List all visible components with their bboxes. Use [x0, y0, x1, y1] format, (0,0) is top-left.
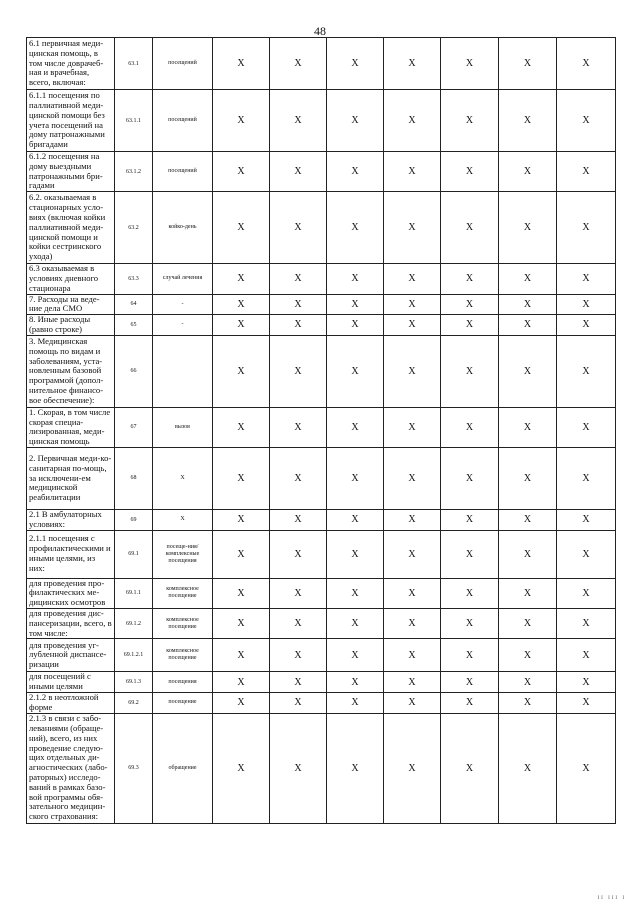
row-value-cell: X	[557, 335, 616, 407]
table-row	[27, 530, 616, 578]
row-value-cell: X	[327, 315, 384, 336]
row-name-cell: 8. Иные расходы (равно строке)	[27, 315, 115, 336]
row-value-cell: X	[557, 672, 616, 693]
row-value-cell: X	[499, 578, 557, 608]
table-row	[27, 407, 616, 447]
row-value-cell: X	[270, 90, 327, 152]
footer-mark: II III I	[597, 896, 626, 901]
row-value-cell: X	[270, 447, 327, 509]
row-value-cell: X	[270, 407, 327, 447]
row-value-cell: X	[499, 294, 557, 315]
row-value-cell: X	[270, 692, 327, 713]
row-value-cell: X	[270, 294, 327, 315]
row-name-cell: 2. Первичная меди-ко-санитарная по-мощь, за исключени-ем медицинской реабилитации	[27, 447, 115, 509]
row-value-cell: X	[270, 38, 327, 90]
row-code-cell: 67	[115, 407, 153, 447]
row-value-cell: X	[384, 192, 441, 264]
row-value-cell: X	[557, 608, 616, 638]
row-value-cell: X	[327, 608, 384, 638]
row-value-cell: X	[327, 192, 384, 264]
row-value-cell: X	[441, 192, 499, 264]
row-value-cell: X	[384, 335, 441, 407]
table-row	[27, 90, 616, 152]
row-code-cell: 63.2	[115, 192, 153, 264]
table-row	[27, 509, 616, 530]
row-value-cell: X	[557, 530, 616, 578]
row-code-cell: 66	[115, 335, 153, 407]
row-value-cell: X	[213, 578, 270, 608]
row-name-cell: для посещений с иными целями	[27, 672, 115, 693]
row-value-cell: X	[270, 639, 327, 672]
row-value-cell: X	[213, 608, 270, 638]
row-value-cell: X	[441, 639, 499, 672]
table-row	[27, 335, 616, 407]
row-value-cell: X	[327, 294, 384, 315]
row-value-cell: X	[557, 447, 616, 509]
row-code-cell: 69.1	[115, 530, 153, 578]
row-value-cell: X	[213, 672, 270, 693]
row-value-cell: X	[384, 264, 441, 294]
row-value-cell: X	[213, 692, 270, 713]
row-unit-cell: -	[153, 315, 213, 336]
row-value-cell: X	[499, 90, 557, 152]
row-value-cell: X	[557, 264, 616, 294]
row-code-cell: 63.3	[115, 264, 153, 294]
row-value-cell: X	[499, 530, 557, 578]
row-value-cell: X	[270, 672, 327, 693]
row-unit-cell: посещение	[153, 692, 213, 713]
table-row	[27, 608, 616, 638]
row-value-cell: X	[384, 38, 441, 90]
row-value-cell: X	[327, 407, 384, 447]
table-row	[27, 38, 616, 90]
row-name-cell: для проведения дис-пансеризации, всего, в том числе:	[27, 608, 115, 638]
row-value-cell: X	[557, 192, 616, 264]
table-row	[27, 639, 616, 672]
row-name-cell: 1. Скорая, в том числе скорая специа-лизированная, меди-цинская помощь	[27, 407, 115, 447]
row-value-cell: X	[557, 692, 616, 713]
row-unit-cell: комплексное посещение	[153, 578, 213, 608]
row-value-cell: X	[327, 692, 384, 713]
row-code-cell: 69.1.3	[115, 672, 153, 693]
row-code-cell: 69.3	[115, 713, 153, 823]
row-value-cell: X	[213, 447, 270, 509]
row-code-cell: 65	[115, 315, 153, 336]
row-value-cell: X	[441, 608, 499, 638]
row-value-cell: X	[384, 315, 441, 336]
row-value-cell: X	[213, 38, 270, 90]
row-value-cell: X	[213, 264, 270, 294]
row-value-cell: X	[270, 335, 327, 407]
row-code-cell: 69.1.1	[115, 578, 153, 608]
row-name-cell: 6.1.2 посещения на дому выездными патронажными бри-гадами	[27, 152, 115, 192]
row-value-cell: X	[499, 713, 557, 823]
table-row	[27, 672, 616, 693]
row-unit-cell: посещения	[153, 672, 213, 693]
row-value-cell: X	[441, 509, 499, 530]
table-row	[27, 192, 616, 264]
table-row	[27, 294, 616, 315]
row-value-cell: X	[441, 407, 499, 447]
row-unit-cell: посещений	[153, 90, 213, 152]
row-unit-cell: посещений	[153, 152, 213, 192]
row-name-cell: 2.1.2 в неотложной форме	[27, 692, 115, 713]
row-value-cell: X	[384, 90, 441, 152]
row-value-cell: X	[327, 639, 384, 672]
row-name-cell: 2.1.3 в связи с забо-леваниями (обраще-ний), всего, из них проведение следую-щих отдельных ди-агностических (лабо-раторных) исследо-ваний в рамках базо-вой программы обя-зательного медицин-ского страхования:	[27, 713, 115, 823]
row-value-cell: X	[213, 713, 270, 823]
row-value-cell: X	[499, 38, 557, 90]
row-code-cell: 63.1.1	[115, 90, 153, 152]
row-value-cell: X	[327, 578, 384, 608]
row-value-cell: X	[384, 509, 441, 530]
row-value-cell: X	[499, 692, 557, 713]
row-value-cell: X	[441, 692, 499, 713]
row-value-cell: X	[499, 672, 557, 693]
row-value-cell: X	[557, 509, 616, 530]
row-value-cell: X	[270, 152, 327, 192]
row-value-cell: X	[213, 294, 270, 315]
row-value-cell: X	[499, 335, 557, 407]
row-code-cell: 69.2	[115, 692, 153, 713]
row-unit-cell: случай лечения	[153, 264, 213, 294]
row-value-cell: X	[384, 608, 441, 638]
row-value-cell: X	[441, 447, 499, 509]
row-value-cell: X	[499, 407, 557, 447]
row-value-cell: X	[384, 530, 441, 578]
row-value-cell: X	[327, 38, 384, 90]
row-unit-cell: вызов	[153, 407, 213, 447]
row-unit-cell: комплексное посещение	[153, 639, 213, 672]
row-value-cell: X	[557, 578, 616, 608]
row-value-cell: X	[441, 335, 499, 407]
row-code-cell: 63.1.2	[115, 152, 153, 192]
row-value-cell: X	[441, 152, 499, 192]
row-value-cell: X	[327, 152, 384, 192]
row-value-cell: X	[384, 713, 441, 823]
row-value-cell: X	[557, 294, 616, 315]
row-value-cell: X	[384, 672, 441, 693]
row-value-cell: X	[270, 608, 327, 638]
row-unit-cell: X	[153, 447, 213, 509]
row-value-cell: X	[499, 509, 557, 530]
row-value-cell: X	[213, 90, 270, 152]
table-row	[27, 692, 616, 713]
row-code-cell: 63.1	[115, 38, 153, 90]
row-value-cell: X	[384, 639, 441, 672]
table-row	[27, 578, 616, 608]
table-body	[27, 38, 616, 824]
row-name-cell: 6.1.1 посещения по паллиативной меди-цинской помощи без учета посещений на дому патронажными бригадами	[27, 90, 115, 152]
row-value-cell: X	[557, 315, 616, 336]
row-name-cell: 2.1.1 посещения с профилактическими и иными целями, из них:	[27, 530, 115, 578]
row-value-cell: X	[327, 264, 384, 294]
row-value-cell: X	[441, 90, 499, 152]
row-value-cell: X	[270, 315, 327, 336]
row-name-cell: 7. Расходы на веде-ние дела СМО	[27, 294, 115, 315]
table-row	[27, 264, 616, 294]
row-value-cell: X	[270, 509, 327, 530]
row-value-cell: X	[327, 335, 384, 407]
row-code-cell: 69.1.2	[115, 608, 153, 638]
row-value-cell: X	[499, 639, 557, 672]
row-value-cell: X	[384, 152, 441, 192]
row-value-cell: X	[441, 264, 499, 294]
row-value-cell: X	[499, 264, 557, 294]
row-value-cell: X	[499, 192, 557, 264]
row-value-cell: X	[384, 692, 441, 713]
row-value-cell: X	[499, 315, 557, 336]
row-unit-cell: койко-день	[153, 192, 213, 264]
row-value-cell: X	[270, 264, 327, 294]
row-code-cell: 69	[115, 509, 153, 530]
row-value-cell: X	[270, 578, 327, 608]
row-value-cell: X	[499, 447, 557, 509]
indicator-table	[26, 37, 616, 824]
row-value-cell: X	[270, 530, 327, 578]
row-value-cell: X	[327, 530, 384, 578]
row-value-cell: X	[384, 407, 441, 447]
row-name-cell: 6.3 оказываемая в условиях дневного стационара	[27, 264, 115, 294]
page-number: 48	[314, 24, 326, 38]
row-name-cell: 6.1 первичная меди-цинская помощь, в том числе доврачеб-ная и врачебная, всего, включая:	[27, 38, 115, 90]
row-value-cell: X	[213, 315, 270, 336]
row-value-cell: X	[384, 447, 441, 509]
row-value-cell: X	[270, 713, 327, 823]
row-unit-cell: X	[153, 509, 213, 530]
row-value-cell: X	[441, 530, 499, 578]
row-value-cell: X	[441, 315, 499, 336]
row-name-cell: 2.1 В амбулаторных условиях:	[27, 509, 115, 530]
row-value-cell: X	[499, 608, 557, 638]
row-value-cell: X	[441, 713, 499, 823]
row-value-cell: X	[499, 152, 557, 192]
row-value-cell: X	[441, 294, 499, 315]
row-code-cell: 69.1.2.1	[115, 639, 153, 672]
row-name-cell: для проведения про-филактических ме-дицинских осмотров	[27, 578, 115, 608]
row-unit-cell: комплексное посещение	[153, 608, 213, 638]
row-unit-cell: посещений	[153, 38, 213, 90]
row-name-cell: для проведения уг-лубленной диспансе-ризации	[27, 639, 115, 672]
row-value-cell: X	[213, 407, 270, 447]
row-unit-cell	[153, 335, 213, 407]
row-value-cell: X	[213, 639, 270, 672]
row-unit-cell: посеще-ния/комплексные посещения	[153, 530, 213, 578]
row-name-cell: 6.2. оказываемая в стационарных усло-виях (включая койки паллиативной меди-цинской помощи и койки сестринского ухода)	[27, 192, 115, 264]
row-value-cell: X	[213, 335, 270, 407]
table-row	[27, 152, 616, 192]
row-value-cell: X	[327, 90, 384, 152]
row-unit-cell: обращение	[153, 713, 213, 823]
row-value-cell: X	[557, 639, 616, 672]
row-unit-cell: -	[153, 294, 213, 315]
row-value-cell: X	[213, 152, 270, 192]
table-row	[27, 447, 616, 509]
table-row	[27, 713, 616, 823]
row-value-cell: X	[441, 672, 499, 693]
row-value-cell: X	[557, 90, 616, 152]
row-name-cell: 3. Медицинская помощь по видам и заболеваниям, уста-новленным базовой программой (допол-нительное финансо-вое обеспечение):	[27, 335, 115, 407]
row-value-cell: X	[441, 38, 499, 90]
row-code-cell: 68	[115, 447, 153, 509]
row-code-cell: 64	[115, 294, 153, 315]
row-value-cell: X	[557, 38, 616, 90]
row-value-cell: X	[327, 509, 384, 530]
row-value-cell: X	[441, 578, 499, 608]
row-value-cell: X	[213, 509, 270, 530]
row-value-cell: X	[384, 294, 441, 315]
table-row	[27, 315, 616, 336]
row-value-cell: X	[213, 192, 270, 264]
row-value-cell: X	[213, 530, 270, 578]
row-value-cell: X	[327, 713, 384, 823]
row-value-cell: X	[557, 407, 616, 447]
row-value-cell: X	[557, 713, 616, 823]
row-value-cell: X	[327, 672, 384, 693]
row-value-cell: X	[327, 447, 384, 509]
row-value-cell: X	[557, 152, 616, 192]
row-value-cell: X	[270, 192, 327, 264]
row-value-cell: X	[384, 578, 441, 608]
